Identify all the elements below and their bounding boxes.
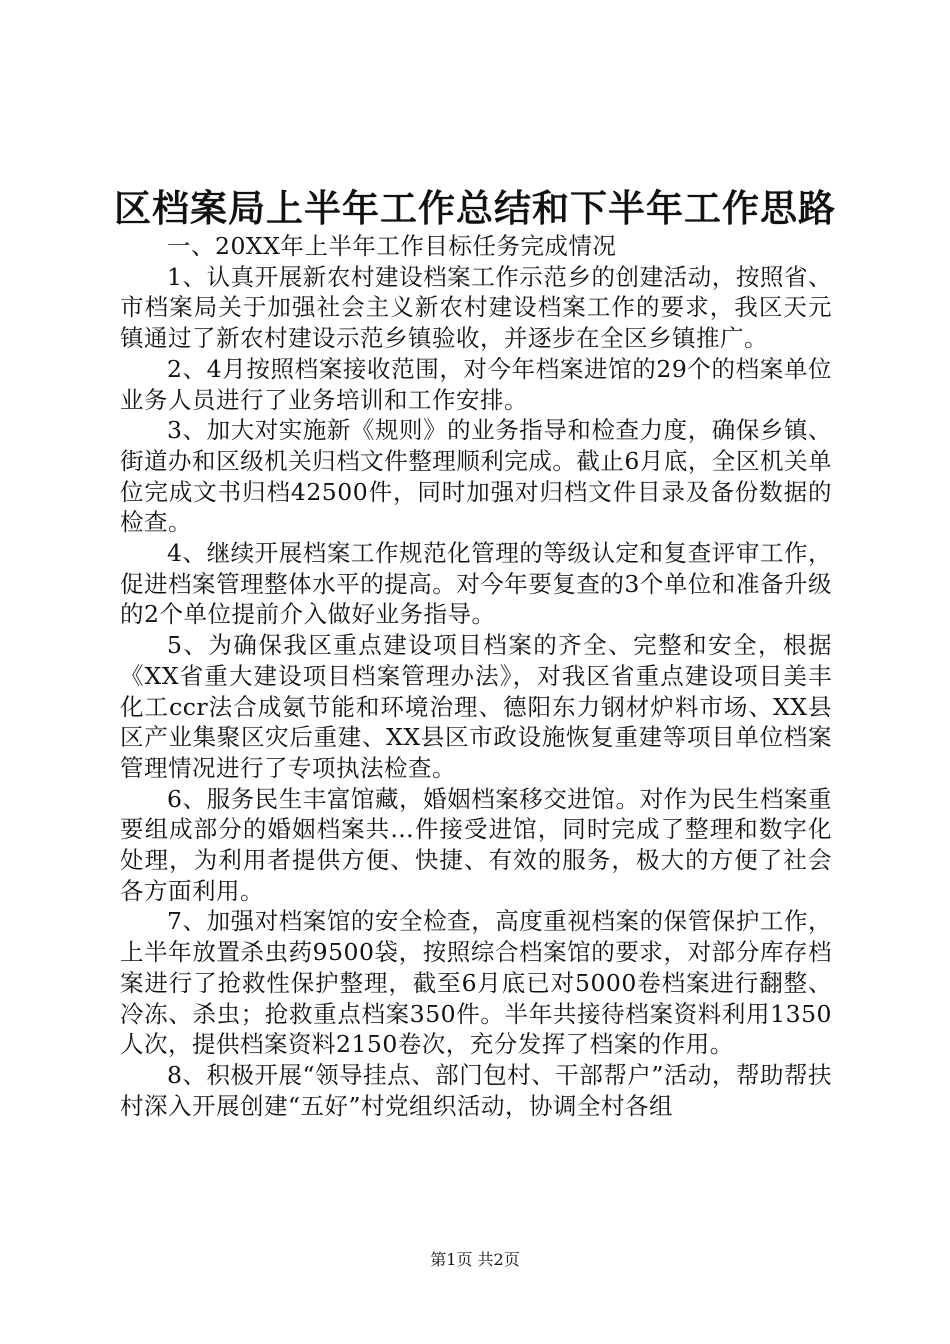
paragraph-7: 7、加强对档案馆的安全检查，高度重视档案的保管保护工作，上半年放置杀虫药9500袋，按照综合档案馆的要求，对部分库存档案进行了抢救性保护整理，截至6月底已对5000卷档案进行翻整、冷冻、杀虫；抢救重点档案350件。半年共接待档案资料利用1350人次，提供档案资料2150卷次，充分发挥了档案的作用。	[120, 907, 832, 1059]
paragraph-2: 2、4月按照档案接收范围，对今年档案进馆的29个的档案单位业务人员进行了业务培训和工作安排。	[120, 354, 832, 414]
page-footer: 第1页 共2页	[430, 1250, 520, 1269]
paragraph-5: 5、为确保我区重点建设项目档案的齐全、完整和安全，根据《XX省重大建设项目档案管理办法》，对我区省重点建设项目美丰化工ccr法合成氨节能和环境治理、德阳东力钢材炉料市场、XX县区产业集聚区灾后重建、XX县区市政设施恢复重建等项目单位档案管理情况进行了专项执法检查。	[120, 631, 832, 782]
paragraph-6: 6、服务民生丰富馆藏，婚姻档案移交进馆。对作为民生档案重要组成部分的婚姻档案共…件接受进馆，同时完成了整理和数字化处理，为利用者提供方便、快捷、有效的服务，极大的方便了社会各方面利用。	[120, 784, 832, 905]
document-body	[120, 231, 832, 1121]
paragraph-1: 1、认真开展新农村建设档案工作示范乡的创建活动，按照省、市档案局关于加强社会主义新农村建设档案工作的要求，我区天元镇通过了新农村建设示范乡镇验收，并逐步在全区乡镇推广。	[120, 262, 832, 353]
paragraph-4: 4、继续开展档案工作规范化管理的等级认定和复查评审工作，促进档案管理整体水平的提高。对今年要复查的3个单位和准备升级的2个单位提前介入做好业务指导。	[120, 539, 832, 629]
paragraph-3: 3、加大对实施新《规则》的业务指导和检查力度，确保乡镇、街道办和区级机关归档文件整理顺利完成。截止6月底，全区机关单位完成文书归档42500件，同时加强对归档文件目录及备份数据的检查。	[120, 416, 832, 537]
paragraph-8: 8、积极开展“领导挂点、部门包村、干部帮户”活动，帮助帮扶村深入开展创建“五好”村党组织活动，协调全村各组	[120, 1060, 832, 1120]
document-title: 区档案局上半年工作总结和下半年工作思路	[114, 186, 836, 230]
section-heading: 一、20XX年上半年工作目标任务完成情况	[167, 232, 617, 260]
